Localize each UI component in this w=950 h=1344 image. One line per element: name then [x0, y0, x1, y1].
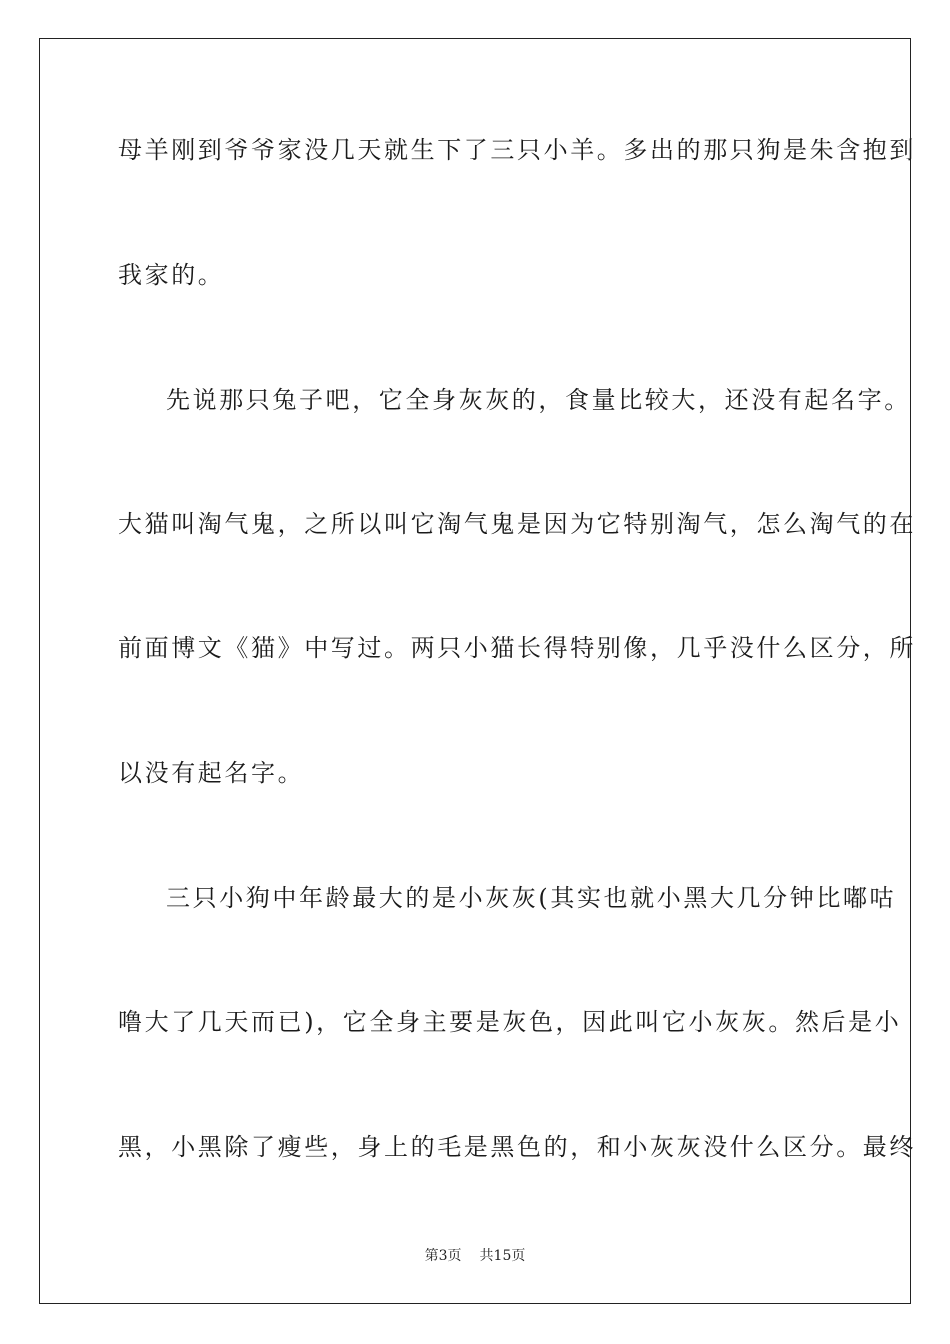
- paragraph-line-7: 三只小狗中年龄最大的是小灰灰(其实也就小黑大几分钟比嘟咕: [166, 884, 897, 912]
- paragraph-line-2: 我家的。: [118, 261, 225, 289]
- page-number: 第3页: [424, 1248, 462, 1264]
- page-total: 共15页: [479, 1248, 526, 1264]
- paragraph-line-9: 黑，小黑除了瘦些，身上的毛是黑色的，和小灰灰没什么区分。最终: [118, 1133, 916, 1161]
- paragraph-line-5: 前面博文《猫》中写过。两只小猫长得特别像，几乎没什么区分，所: [118, 634, 916, 662]
- paragraph-line-8: 噜大了几天而已)，它全身主要是灰色，因此叫它小灰灰。然后是小: [118, 1008, 902, 1036]
- paragraph-line-6: 以没有起名字。: [118, 759, 305, 787]
- page-footer: [0, 1246, 950, 1266]
- paragraph-line-3: 先说那只兔子吧，它全身灰灰的，食量比较大，还没有起名字。: [166, 386, 911, 414]
- paragraph-line-1: 母羊刚到爷爷家没几天就生下了三只小羊。多出的那只狗是朱含抱到: [118, 136, 916, 164]
- page-border: [39, 38, 916, 1304]
- paragraph-line-4: 大猫叫淘气鬼，之所以叫它淘气鬼是因为它特别淘气，怎么淘气的在: [118, 510, 916, 538]
